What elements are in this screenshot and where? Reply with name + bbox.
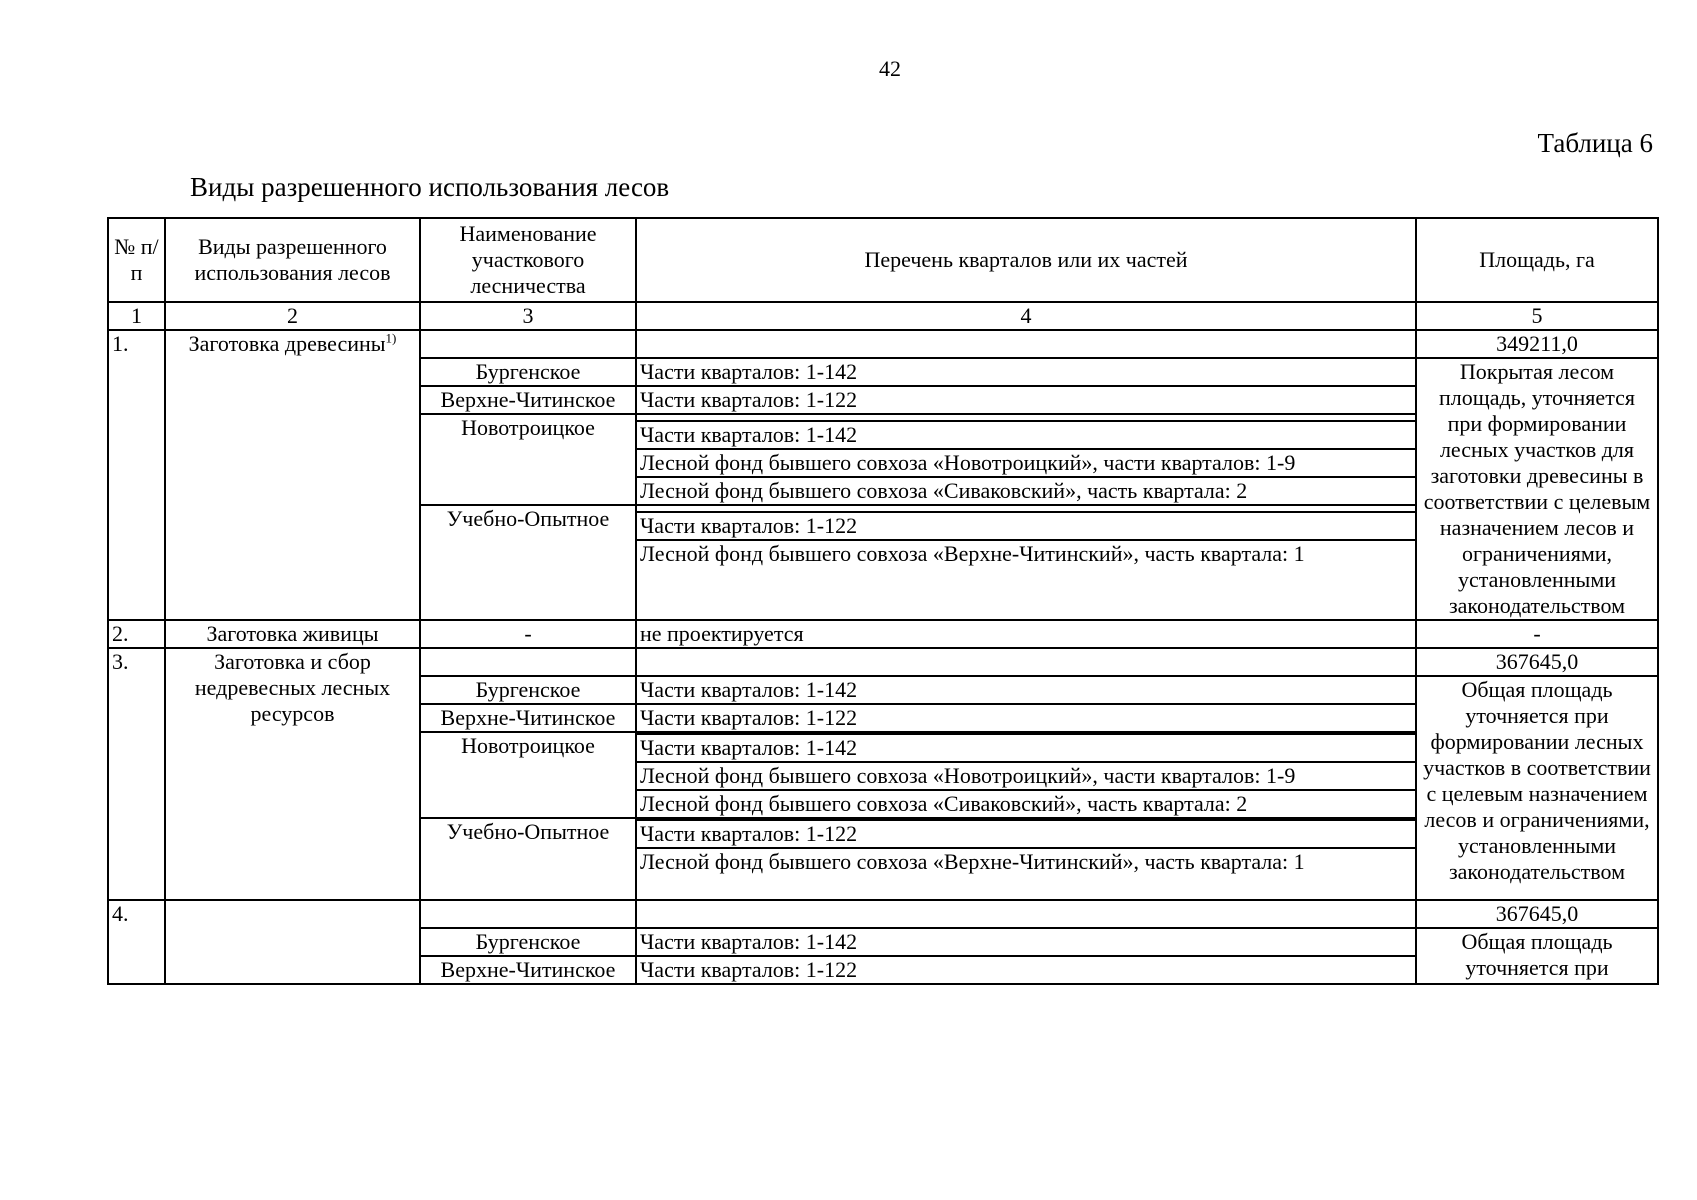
header-use-type: Виды разрешенного использования лесов bbox=[165, 218, 420, 302]
forestry-cell: Бургенское bbox=[420, 358, 636, 386]
forestry-cell: Бургенское bbox=[420, 676, 636, 704]
quarters-cell: Лесной фонд бывшего совхоза «Верхне-Читинский», часть квартала: 1 bbox=[636, 848, 1416, 900]
forestry-cell: Верхне-Читинское bbox=[420, 704, 636, 732]
forest-use-table bbox=[107, 217, 1659, 985]
quarters-cell: Лесной фонд бывшего совхоза «Новотроицкий», части кварталов: 1-9 bbox=[636, 449, 1416, 477]
forestry-cell bbox=[420, 648, 636, 676]
table-row bbox=[108, 648, 1658, 676]
forestry-cell: Учебно-Опытное bbox=[420, 818, 636, 900]
forestry-cell: Учебно-Опытное bbox=[420, 505, 636, 620]
quarters-cell: Части кварталов: 1-122 bbox=[636, 820, 1416, 848]
forestry-cell: - bbox=[420, 620, 636, 648]
quarters-cell: Части кварталов: 1-122 bbox=[636, 512, 1416, 540]
column-number: 5 bbox=[1416, 302, 1658, 330]
table-title: Виды разрешенного использования лесов bbox=[190, 172, 670, 202]
use-type-cell bbox=[165, 330, 420, 620]
quarters-cell bbox=[636, 900, 1416, 928]
use-type-cell: Заготовка и сбор недревесных лесных ресурсов bbox=[165, 648, 420, 900]
forestry-cell: Новотроицкое bbox=[420, 732, 636, 818]
quarters-cell bbox=[636, 330, 1416, 358]
header-quarters: Перечень кварталов или их частей bbox=[636, 218, 1416, 302]
area-note: Общая площадь уточняется при bbox=[1416, 928, 1658, 984]
quarters-cell: не проектируется bbox=[636, 620, 1416, 648]
quarters-cell bbox=[636, 648, 1416, 676]
quarters-cell: Лесной фонд бывшего совхоза «Новотроицкий», части кварталов: 1-9 bbox=[636, 762, 1416, 790]
table-label: Таблица 6 bbox=[1537, 128, 1653, 158]
header-number: № п/п bbox=[108, 218, 165, 302]
area-value: 367645,0 bbox=[1416, 900, 1658, 928]
use-type-text: Заготовка древесины bbox=[188, 331, 386, 356]
column-numbers-row bbox=[108, 302, 1658, 330]
quarters-cell bbox=[636, 414, 1416, 421]
forestry-cell bbox=[420, 900, 636, 928]
quarters-cell: Части кварталов: 1-142 bbox=[636, 734, 1416, 762]
forestry-cell: Новотроицкое bbox=[420, 414, 636, 505]
quarters-cell: Части кварталов: 1-142 bbox=[636, 928, 1416, 956]
table-row bbox=[108, 900, 1658, 928]
quarters-cell: Части кварталов: 1-142 bbox=[636, 676, 1416, 704]
quarters-cell: Части кварталов: 1-122 bbox=[636, 956, 1416, 984]
column-number: 3 bbox=[420, 302, 636, 330]
page-number: 42 bbox=[879, 56, 901, 81]
row-number: 3. bbox=[108, 648, 165, 900]
footnote-marker: 1) bbox=[385, 330, 397, 346]
area-value: 349211,0 bbox=[1416, 330, 1658, 358]
quarters-cell: Части кварталов: 1-142 bbox=[636, 421, 1416, 449]
quarters-cell: Лесной фонд бывшего совхоза «Сиваковский», часть квартала: 2 bbox=[636, 790, 1416, 818]
row-number: 2. bbox=[108, 620, 165, 648]
row-number: 1. bbox=[108, 330, 165, 620]
forestry-cell: Верхне-Читинское bbox=[420, 386, 636, 414]
area-value: - bbox=[1416, 620, 1658, 648]
forestry-cell: Верхне-Читинское bbox=[420, 956, 636, 984]
column-number: 1 bbox=[108, 302, 165, 330]
column-number: 2 bbox=[165, 302, 420, 330]
use-type-cell: Заготовка живицы bbox=[165, 620, 420, 648]
quarters-cell: Части кварталов: 1-142 bbox=[636, 358, 1416, 386]
table-row bbox=[108, 620, 1658, 648]
quarters-cell bbox=[636, 505, 1416, 512]
forestry-cell bbox=[420, 330, 636, 358]
quarters-cell: Части кварталов: 1-122 bbox=[636, 386, 1416, 414]
header-area: Площадь, га bbox=[1416, 218, 1658, 302]
forestry-cell: Бургенское bbox=[420, 928, 636, 956]
area-value: 367645,0 bbox=[1416, 648, 1658, 676]
quarters-cell: Лесной фонд бывшего совхоза «Верхне-Читинский», часть квартала: 1 bbox=[636, 540, 1416, 620]
row-number: 4. bbox=[108, 900, 165, 984]
quarters-cell: Части кварталов: 1-122 bbox=[636, 704, 1416, 732]
use-type-cell bbox=[165, 900, 420, 984]
column-number: 4 bbox=[636, 302, 1416, 330]
area-note: Покрытая лесом площадь, уточняется при формировании лесных участков для заготовки древесины в соответствии с целевым назначением лесов и ограничениями, установленными законодательством bbox=[1416, 358, 1658, 620]
quarters-cell: Лесной фонд бывшего совхоза «Сиваковский», часть квартала: 2 bbox=[636, 477, 1416, 505]
header-forestry: Наименование участкового лесничества bbox=[420, 218, 636, 302]
table-row bbox=[108, 330, 1658, 358]
area-note: Общая площадь уточняется при формировании лесных участков в соответствии с целевым назначением лесов и ограничениями, установленными законодательством bbox=[1416, 676, 1658, 900]
table-header-row bbox=[108, 218, 1658, 302]
